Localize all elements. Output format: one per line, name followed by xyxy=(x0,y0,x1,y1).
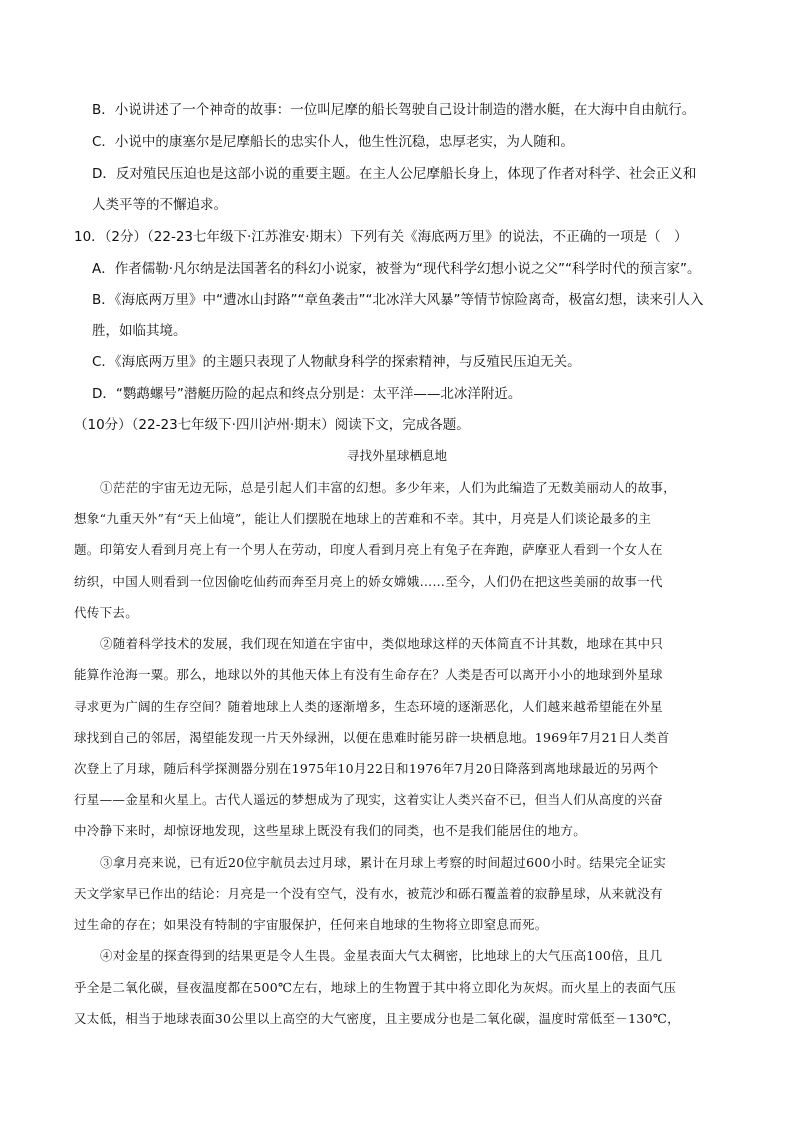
para-2-line-6: 行星——金星和火星上。古代人遥远的梦想成为了现实，这着实让人类兴奋不已，但当人们从高度的兴奋 xyxy=(74,792,663,807)
para-3-line-3: 过生命的存在；如果没有特制的宇宙服保护，任何来自地球的生物将立即窒息而死。 xyxy=(74,917,548,932)
q10-option-b-line-1: B．《海底两万里》中“遭冰山封路”“章鱼袭击”“北冰洋大风暴”等情节惊险离奇，极富幻想，读来引人入 xyxy=(92,292,704,308)
para-2-line-4: 球找到自己的邻居，渴望能发现一片天外绿洲，以便在患难时能另辟一块栖息地。1969年7月21日人类首 xyxy=(74,730,670,745)
para-2-line-5: 次登上了月球，随后科学探测器分别在1975年10月22日和1976年7月20日降落到离地球最近的另两个 xyxy=(74,761,659,776)
para-1-line-4: 纺织，中国人则看到一位因偷吃仙药而奔至月亮上的娇女嫦娥……至今，人们仍在把这些美丽的故事一代 xyxy=(74,574,663,589)
para-2-line-3: 寻求更为广阔的生存空间？随着地球上人类的逐渐增多，生态环境的逐渐恶化，人们越来越希望能在外星 xyxy=(74,699,663,714)
para-1-line-3: 题。印第安人看到月亮上有一个男人在劳动，印度人看到月亮上有兔子在奔跑，萨摩亚人看到一个女人在 xyxy=(74,542,663,557)
para-1-line-1: ①茫茫的宇宙无边无际，总是引起人们丰富的幻想。多少年来，人们为此编造了无数美丽动人的故事， xyxy=(100,480,677,495)
q10-option-b-line-2: 胜，如临其境。 xyxy=(92,323,187,339)
para-1-line-2: 想象“九重天外”有“天上仙境”，能让人们摆脱在地球上的苦难和不幸。其中，月亮是人们谈论最多的主 xyxy=(74,511,652,526)
q10-option-c: C．《海底两万里》的主题只表现了人物献身科学的探索精神，与反殖民压迫无关。 xyxy=(92,354,581,370)
para-3-line-1: ③拿月亮来说，已有近20位宇航员去过月球，累计在月球上考察的时间超过600小时。结果完全证实 xyxy=(100,855,667,870)
para-1-line-5: 代传下去。 xyxy=(74,605,139,620)
reading-header: （10分）（22-23七年级下·四川泸州·期末）阅读下文，完成各题。 xyxy=(74,417,470,433)
q9-option-d-line-1: D．反对殖民压迫也是这部小说的重要主题。在主人公尼摩船长身上，体现了作者对科学、社会正义和 xyxy=(92,166,697,182)
passage-title: 寻找外星球栖息地 xyxy=(346,448,447,463)
q10-stem: 10．（2分）（22-23七年级下·江苏淮安·期末）下列有关《海底两万里》的说法，不正确的一项是（ ） xyxy=(74,229,688,245)
para-4-line-3: 又太低，相当于地球表面30公里以上高空的大气密度，且主要成分也是二氧化碳，温度时常低至－130℃， xyxy=(74,1011,680,1026)
para-4-line-1: ④对金星的探查得到的结果更是令人生畏。金星表面大气太稠密，比地球上的大气压高100倍，且几 xyxy=(100,948,663,963)
q9-option-b: B．小说讲述了一个神奇的故事：一位叫尼摩的船长驾驶自己设计制造的潜水艇，在大海中自由航行。 xyxy=(92,102,696,118)
q9-option-d-line-2: 人类平等的不懈追求。 xyxy=(92,197,227,213)
q10-option-a: A．作者儒勒·凡尔纳是法国著名的科幻小说家，被誉为“现代科学幻想小说之父”“科学时代的预言家”。 xyxy=(92,261,701,277)
para-2-line-2: 能算作沧海一粟。那么，地球以外的其他天体上有没有生命存在？人类是否可以离开小小的地球到外星球 xyxy=(74,667,663,682)
para-4-line-2: 乎全是二氧化碳，昼夜温度都在500℃左右，地球上的生物置于其中将立即化为灰烬。而火星上的表面气压 xyxy=(74,980,677,995)
q10-option-d: D．“鹦鹉螺号”潜艇历险的起点和终点分别是：太平洋——北冰洋附近。 xyxy=(92,386,522,402)
q9-option-c: C．小说中的康塞尔是尼摩船长的忠实仆人，他生性沉稳，忠厚老实，为人随和。 xyxy=(92,134,574,150)
para-2-line-1: ②随着科学技术的发展，我们现在知道在宇宙中，类似地球这样的天体简直不计其数，地球在其中只 xyxy=(100,636,664,651)
para-2-line-7: 中冷静下来时，却惊讶地发现，这些星球上既没有我们的同类，也不是我们能居住的地方。 xyxy=(74,823,587,838)
para-3-line-2: 天文学家早已作出的结论：月亮是一个没有空气，没有水，被荒沙和砾石覆盖着的寂静星球，从来就没有 xyxy=(74,886,663,901)
